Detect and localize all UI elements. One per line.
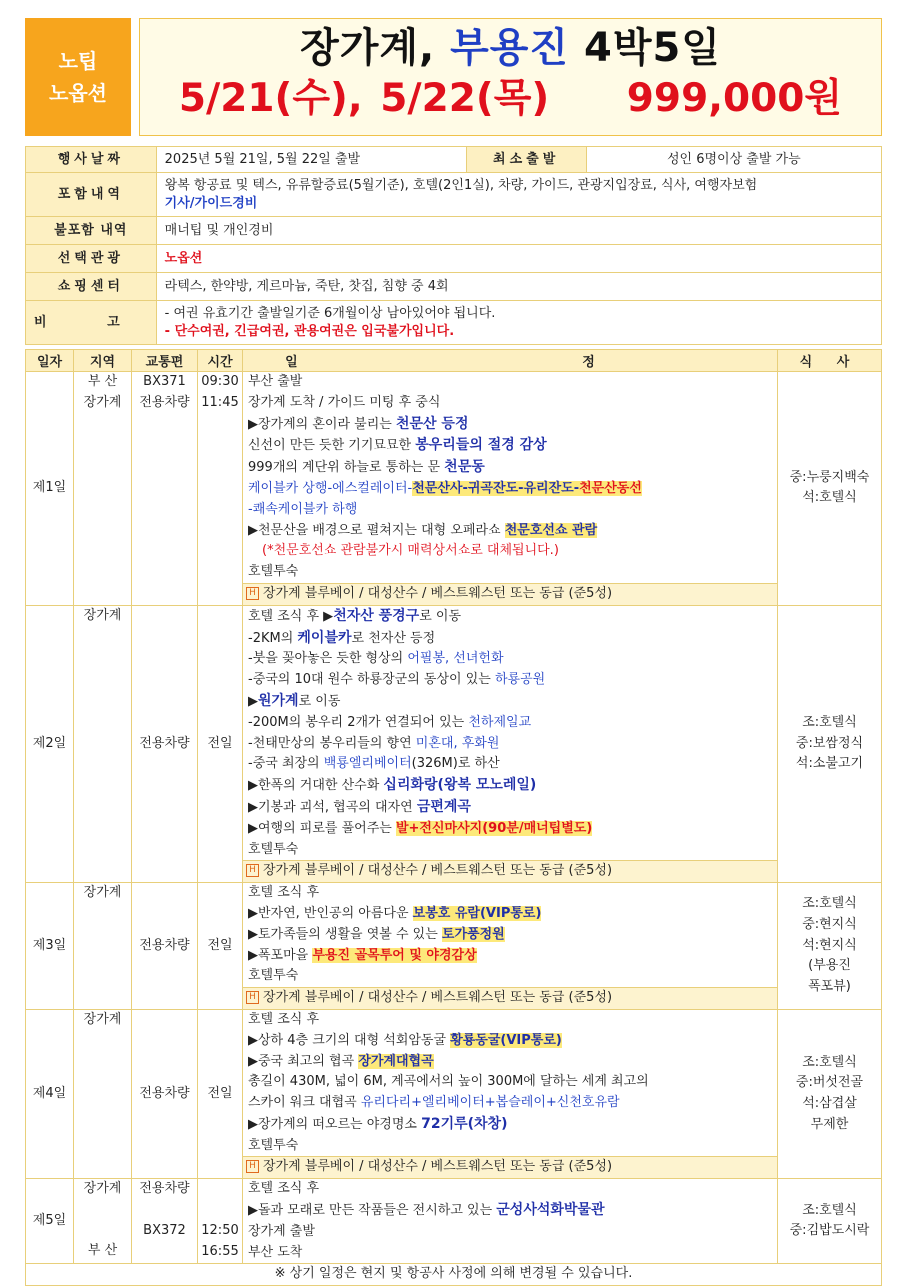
text: ▶장가계의 혼이라 불리는 bbox=[248, 416, 396, 432]
time-cell: 전일 bbox=[198, 883, 243, 1010]
itinerary-line: 호텔투숙 bbox=[248, 968, 299, 984]
flight-number: BX371 bbox=[143, 374, 186, 389]
itinerary-line bbox=[248, 946, 777, 967]
itinerary-line bbox=[248, 670, 777, 691]
meal: 무제한 bbox=[810, 1116, 849, 1132]
col-time: 시간 bbox=[198, 350, 243, 372]
text: 케이블카 상행-에스컬레이터- bbox=[248, 480, 413, 496]
meal: 석:현지식 bbox=[802, 937, 857, 953]
itinerary-line bbox=[248, 1052, 777, 1073]
text: 호텔 조식 후 ▶ bbox=[248, 608, 334, 624]
region-name: 장가계 bbox=[83, 394, 122, 410]
text: 로 천자산 등정 bbox=[351, 630, 436, 646]
itinerary-note: (*천문호선쇼 관람불가시 매력상서쇼로 대체됩니다.) bbox=[262, 543, 559, 559]
day-row-3 bbox=[26, 883, 882, 1010]
highlight: 천문산동선 bbox=[579, 480, 642, 496]
shopping-value: 라텍스, 한약방, 게르마늄, 죽탄, 찻집, 침향 중 4회 bbox=[156, 273, 881, 301]
text: ▶폭포마을 bbox=[248, 947, 313, 963]
hotel-icon: H bbox=[246, 587, 259, 600]
hotel-text: 장가계 블루베이 / 대성산수 / 베스트웨스턴 또는 동급 (준5성) bbox=[263, 990, 613, 1006]
hotel-text: 장가계 블루베이 / 대성산수 / 베스트웨스턴 또는 동급 (준5성) bbox=[263, 863, 613, 879]
itinerary-cell bbox=[243, 883, 778, 1010]
region-cell bbox=[74, 1179, 132, 1264]
option-label: 선택관광 bbox=[26, 245, 157, 273]
highlight: 금편계곡 bbox=[416, 798, 471, 815]
text: ▶기봉과 괴석, 협곡의 대자연 bbox=[248, 799, 417, 815]
excluded-label: 불포함 내역 bbox=[26, 217, 157, 245]
meal: 조:호텔식 bbox=[802, 1054, 857, 1070]
remarks-value bbox=[156, 301, 881, 345]
region-name: 부 산 bbox=[87, 1243, 118, 1259]
hotel-line bbox=[243, 987, 777, 1009]
meals-cell bbox=[778, 883, 882, 1010]
meal: 석:호텔식 bbox=[802, 490, 857, 506]
meal: 석:삼겹살 bbox=[802, 1096, 857, 1112]
itinerary-line: 호텔투숙 bbox=[248, 841, 299, 857]
transport-name: 전용차량 bbox=[139, 1181, 190, 1197]
itinerary-line: 총길이 430M, 넓이 6M, 계곡에서의 높이 300M에 달하는 세계 최고의 bbox=[248, 1074, 649, 1090]
text: ▶상하 4층 크기의 대형 석회암동굴 bbox=[248, 1032, 451, 1048]
text: 스카이 워크 대협곡 bbox=[248, 1095, 361, 1111]
text: ▶토가족들의 생활을 엿볼 수 있는 bbox=[248, 926, 442, 942]
day-label: 제1일 bbox=[26, 372, 74, 606]
text: ▶돌과 모래로 만든 작품들은 전시하고 있는 bbox=[248, 1203, 497, 1219]
flight-number: BX372 bbox=[143, 1223, 186, 1239]
remark-1: - 여권 유효기간 출발일기준 6개월이상 남아있어야 됩니다. bbox=[164, 305, 496, 321]
highlight: 부용진 골목투어 및 야경감상 bbox=[312, 947, 477, 963]
text: ▶중국 최고의 협곡 bbox=[248, 1053, 359, 1069]
highlight: 케이블카 bbox=[297, 629, 352, 646]
transport-cell bbox=[132, 1179, 198, 1264]
day-row-4 bbox=[26, 1009, 882, 1178]
highlight: 보봉호 유람(VIP통로) bbox=[412, 905, 542, 921]
remarks-label: 비 고 bbox=[26, 301, 157, 345]
itinerary-cell bbox=[243, 605, 778, 882]
day-label: 제4일 bbox=[26, 1009, 74, 1178]
itinerary-line: 부산 도착 bbox=[248, 1244, 303, 1260]
info-table bbox=[25, 146, 882, 345]
itinerary-line: 장가계 출발 bbox=[248, 1223, 315, 1239]
title-box bbox=[139, 18, 882, 136]
highlight: 미혼대, 후화원 bbox=[415, 735, 500, 751]
text: 로 이동 bbox=[298, 693, 341, 709]
time-value: 11:45 bbox=[201, 394, 239, 410]
meal: 중:현지식 bbox=[802, 916, 857, 932]
highlight: 원가계 bbox=[258, 692, 299, 709]
itinerary-line bbox=[248, 1031, 777, 1052]
highlight: 어필봉, 선녀헌화 bbox=[407, 651, 504, 667]
itinerary-line bbox=[248, 1200, 777, 1222]
itinerary-line bbox=[248, 649, 777, 670]
itinerary-cell bbox=[243, 1179, 778, 1264]
itinerary-line bbox=[248, 435, 777, 457]
highlight: 천자산 풍경구 bbox=[333, 607, 420, 624]
highlight: 천문산사-귀곡잔도-유리잔도- bbox=[412, 480, 580, 496]
schedule-header-row bbox=[26, 350, 882, 372]
page-title bbox=[140, 23, 881, 73]
highlight: 백룡엘리베이터 bbox=[323, 756, 412, 772]
itinerary-line: 호텔 조식 후 bbox=[248, 1011, 320, 1027]
itinerary-line: -쾌속케이블카 하행 bbox=[248, 501, 358, 517]
meal: 조:호텔식 bbox=[802, 896, 857, 912]
time-cell bbox=[198, 1179, 243, 1264]
meals-cell bbox=[778, 605, 882, 882]
region-name: 장가계 bbox=[83, 1181, 122, 1197]
hotel-icon: H bbox=[246, 991, 259, 1004]
day-label: 제5일 bbox=[26, 1179, 74, 1264]
meal: 중:누룽지백숙 bbox=[789, 469, 870, 485]
meal: 조:호텔식 bbox=[802, 714, 857, 730]
highlight: 천문호선쇼 관람 bbox=[504, 522, 598, 538]
date-label: 행사날짜 bbox=[26, 147, 157, 173]
text: ▶여행의 피로를 풀어주는 bbox=[248, 820, 396, 836]
itinerary-line bbox=[248, 691, 777, 713]
badge-line1: 노팁 bbox=[58, 49, 98, 73]
time-cell bbox=[198, 372, 243, 606]
itinerary-line bbox=[248, 713, 777, 734]
text: 로 이동 bbox=[419, 608, 462, 624]
min-value: 성인 6명이상 출발 가능 bbox=[586, 147, 881, 173]
schedule-table bbox=[25, 349, 882, 1286]
text: -2KM의 bbox=[248, 630, 298, 646]
region-cell: 장가계 bbox=[74, 883, 132, 1010]
text: ▶반자연, 반인공의 아름다운 bbox=[248, 905, 413, 921]
time-value: 12:50 bbox=[201, 1223, 239, 1239]
itinerary-line: 호텔 조식 후 bbox=[248, 885, 320, 901]
region-cell: 장가계 bbox=[74, 1009, 132, 1178]
itinerary-line bbox=[248, 628, 777, 650]
col-region: 지역 bbox=[74, 350, 132, 372]
transport-name: 전용차량 bbox=[139, 394, 190, 410]
text: -200M의 봉우리 2개가 연결되어 있는 bbox=[248, 714, 469, 730]
remark-2: - 단수여권, 긴급여권, 관용여권은 입국불가입니다. bbox=[164, 323, 455, 339]
itinerary-line bbox=[248, 1093, 777, 1114]
option-value: 노옵션 bbox=[156, 245, 881, 273]
itinerary-line bbox=[248, 754, 777, 775]
meal: 폭포뷰) bbox=[808, 979, 851, 995]
departure-dates: 5/21(수), 5/22(목) bbox=[178, 76, 550, 121]
day-row-1 bbox=[26, 372, 882, 606]
itinerary-cell bbox=[243, 372, 778, 606]
itinerary-line: 장가계 도착 / 가이드 미팅 후 중식 bbox=[248, 394, 441, 410]
hotel-text: 장가계 블루베이 / 대성산수 / 베스트웨스턴 또는 동급 (준5성) bbox=[263, 1159, 613, 1175]
itinerary-line bbox=[248, 819, 777, 840]
highlight: 장가계대협곡 bbox=[358, 1053, 434, 1069]
header bbox=[25, 18, 882, 138]
itinerary-line bbox=[248, 606, 777, 628]
itinerary-line bbox=[248, 797, 777, 819]
text: ▶ bbox=[248, 693, 258, 709]
time-cell: 전일 bbox=[198, 1009, 243, 1178]
day-row-5 bbox=[26, 1179, 882, 1264]
text: -붓을 꽂아놓은 듯한 형상의 bbox=[248, 651, 408, 667]
title-city: 장가계, bbox=[300, 25, 436, 71]
time-cell: 전일 bbox=[198, 605, 243, 882]
hotel-line bbox=[243, 1156, 777, 1178]
col-transport: 교통편 bbox=[132, 350, 198, 372]
title-duration: 4박5일 bbox=[583, 25, 721, 71]
highlight: 천문동 bbox=[444, 459, 485, 476]
text: 999개의 계단위 하늘로 통하는 문 bbox=[248, 460, 445, 476]
itinerary-line: 호텔 조식 후 bbox=[248, 1181, 320, 1197]
transport-cell bbox=[132, 372, 198, 606]
time-value: 16:55 bbox=[201, 1244, 239, 1260]
tour-price: 999,000원 bbox=[626, 76, 843, 121]
itinerary-cell bbox=[243, 1009, 778, 1178]
itinerary-line: 호텔투숙 bbox=[248, 564, 299, 580]
highlight: 72기루(차창) bbox=[421, 1115, 508, 1132]
date-price-line bbox=[140, 73, 881, 125]
text: -중국 최장의 bbox=[248, 756, 324, 772]
text: ▶장가계의 떠오르는 야경명소 bbox=[248, 1116, 422, 1132]
itinerary-line bbox=[248, 479, 777, 500]
date-value: 2025년 5월 21일, 5월 22일 출발 bbox=[156, 147, 466, 173]
itinerary-line bbox=[248, 521, 777, 542]
highlight: 토가풍정원 bbox=[441, 926, 505, 942]
highlight: 하룡공원 bbox=[494, 672, 546, 688]
meal: 중:김밥도시락 bbox=[789, 1223, 870, 1239]
meal: (부용진 bbox=[808, 958, 851, 974]
highlight: 봉우리들의 절경 감상 bbox=[415, 437, 547, 454]
itinerary-line: 부산 출발 bbox=[248, 374, 303, 389]
itinerary-line: 호텔투숙 bbox=[248, 1137, 299, 1153]
highlight: 발+전신마사지(90분/매너팁별도) bbox=[395, 820, 593, 836]
highlight: 군성사석화박물관 bbox=[496, 1202, 605, 1219]
min-label: 최소출발 bbox=[466, 147, 586, 173]
meal: 조:호텔식 bbox=[802, 1202, 857, 1218]
hotel-line bbox=[243, 860, 777, 882]
text: (326M)로 하산 bbox=[411, 756, 500, 772]
meals-cell bbox=[778, 1179, 882, 1264]
day-row-2 bbox=[26, 605, 882, 882]
meal: 석:소불고기 bbox=[795, 756, 864, 772]
no-tip-badge bbox=[25, 18, 131, 136]
region-cell bbox=[74, 372, 132, 606]
text: -중국의 10대 원수 하룡장군의 동상이 있는 bbox=[248, 672, 495, 688]
region-name: 부 산 bbox=[87, 374, 118, 389]
meal: 중:보쌈정식 bbox=[795, 735, 864, 751]
itinerary-line bbox=[248, 414, 777, 436]
text: 신선이 만든 듯한 기기묘묘한 bbox=[248, 438, 416, 454]
footer-note: ※ 상기 일정은 현지 및 항공사 사정에 의해 변경될 수 있습니다. bbox=[26, 1264, 882, 1286]
hotel-icon: H bbox=[246, 1160, 259, 1173]
included-label: 포함내역 bbox=[26, 173, 157, 217]
badge-line2: 노옵션 bbox=[49, 81, 107, 105]
included-extra: 기사/가이드경비 bbox=[164, 195, 258, 211]
meal: 중:버섯전골 bbox=[795, 1075, 864, 1091]
itinerary-line bbox=[248, 925, 777, 946]
highlight: 십리화랑(왕복 모노레일) bbox=[383, 777, 537, 794]
title-town: 부용진 bbox=[450, 25, 570, 71]
text: ▶한폭의 거대한 산수화 bbox=[248, 778, 384, 794]
highlight: 천문산 등정 bbox=[395, 415, 469, 432]
itinerary-line bbox=[248, 904, 777, 925]
meals-cell bbox=[778, 1009, 882, 1178]
itinerary-line bbox=[248, 1114, 777, 1136]
included-text: 왕복 항공료 및 텍스, 유류할증료(5월기준), 호텔(2인1실), 차량, 가이드, 관광지입장료, 식사, 여행자보험 bbox=[164, 177, 758, 193]
col-meals: 식 사 bbox=[778, 350, 882, 372]
footer-row bbox=[26, 1264, 882, 1286]
region-cell: 장가계 bbox=[74, 605, 132, 882]
day-label: 제2일 bbox=[26, 605, 74, 882]
hotel-line bbox=[243, 583, 777, 605]
time-value: 09:30 bbox=[201, 374, 239, 389]
excluded-value: 매너팁 및 개인경비 bbox=[156, 217, 881, 245]
highlight: 천하제일교 bbox=[468, 714, 532, 730]
col-day: 일자 bbox=[26, 350, 74, 372]
hotel-icon: H bbox=[246, 864, 259, 877]
transport-cell: 전용차량 bbox=[132, 1009, 198, 1178]
highlight: 황룡동굴(VIP통로) bbox=[450, 1032, 562, 1048]
day-label: 제3일 bbox=[26, 883, 74, 1010]
meals-cell bbox=[778, 372, 882, 606]
included-value bbox=[156, 173, 881, 217]
col-itinerary: 일 정 bbox=[243, 350, 778, 372]
itinerary-line bbox=[248, 775, 777, 797]
text: -천태만상의 봉우리들의 향연 bbox=[248, 735, 416, 751]
transport-cell: 전용차량 bbox=[132, 605, 198, 882]
shopping-label: 쇼핑센터 bbox=[26, 273, 157, 301]
highlight: 유리다리+엘리베이터+봅슬레이+신천호유람 bbox=[360, 1095, 620, 1111]
itinerary-line bbox=[248, 734, 777, 755]
transport-cell: 전용차량 bbox=[132, 883, 198, 1010]
text: ▶천문산을 배경으로 펼쳐지는 대형 오페라쇼 bbox=[248, 522, 505, 538]
hotel-text: 장가계 블루베이 / 대성산수 / 베스트웨스턴 또는 동급 (준5성) bbox=[263, 585, 613, 601]
itinerary-line bbox=[248, 457, 777, 479]
